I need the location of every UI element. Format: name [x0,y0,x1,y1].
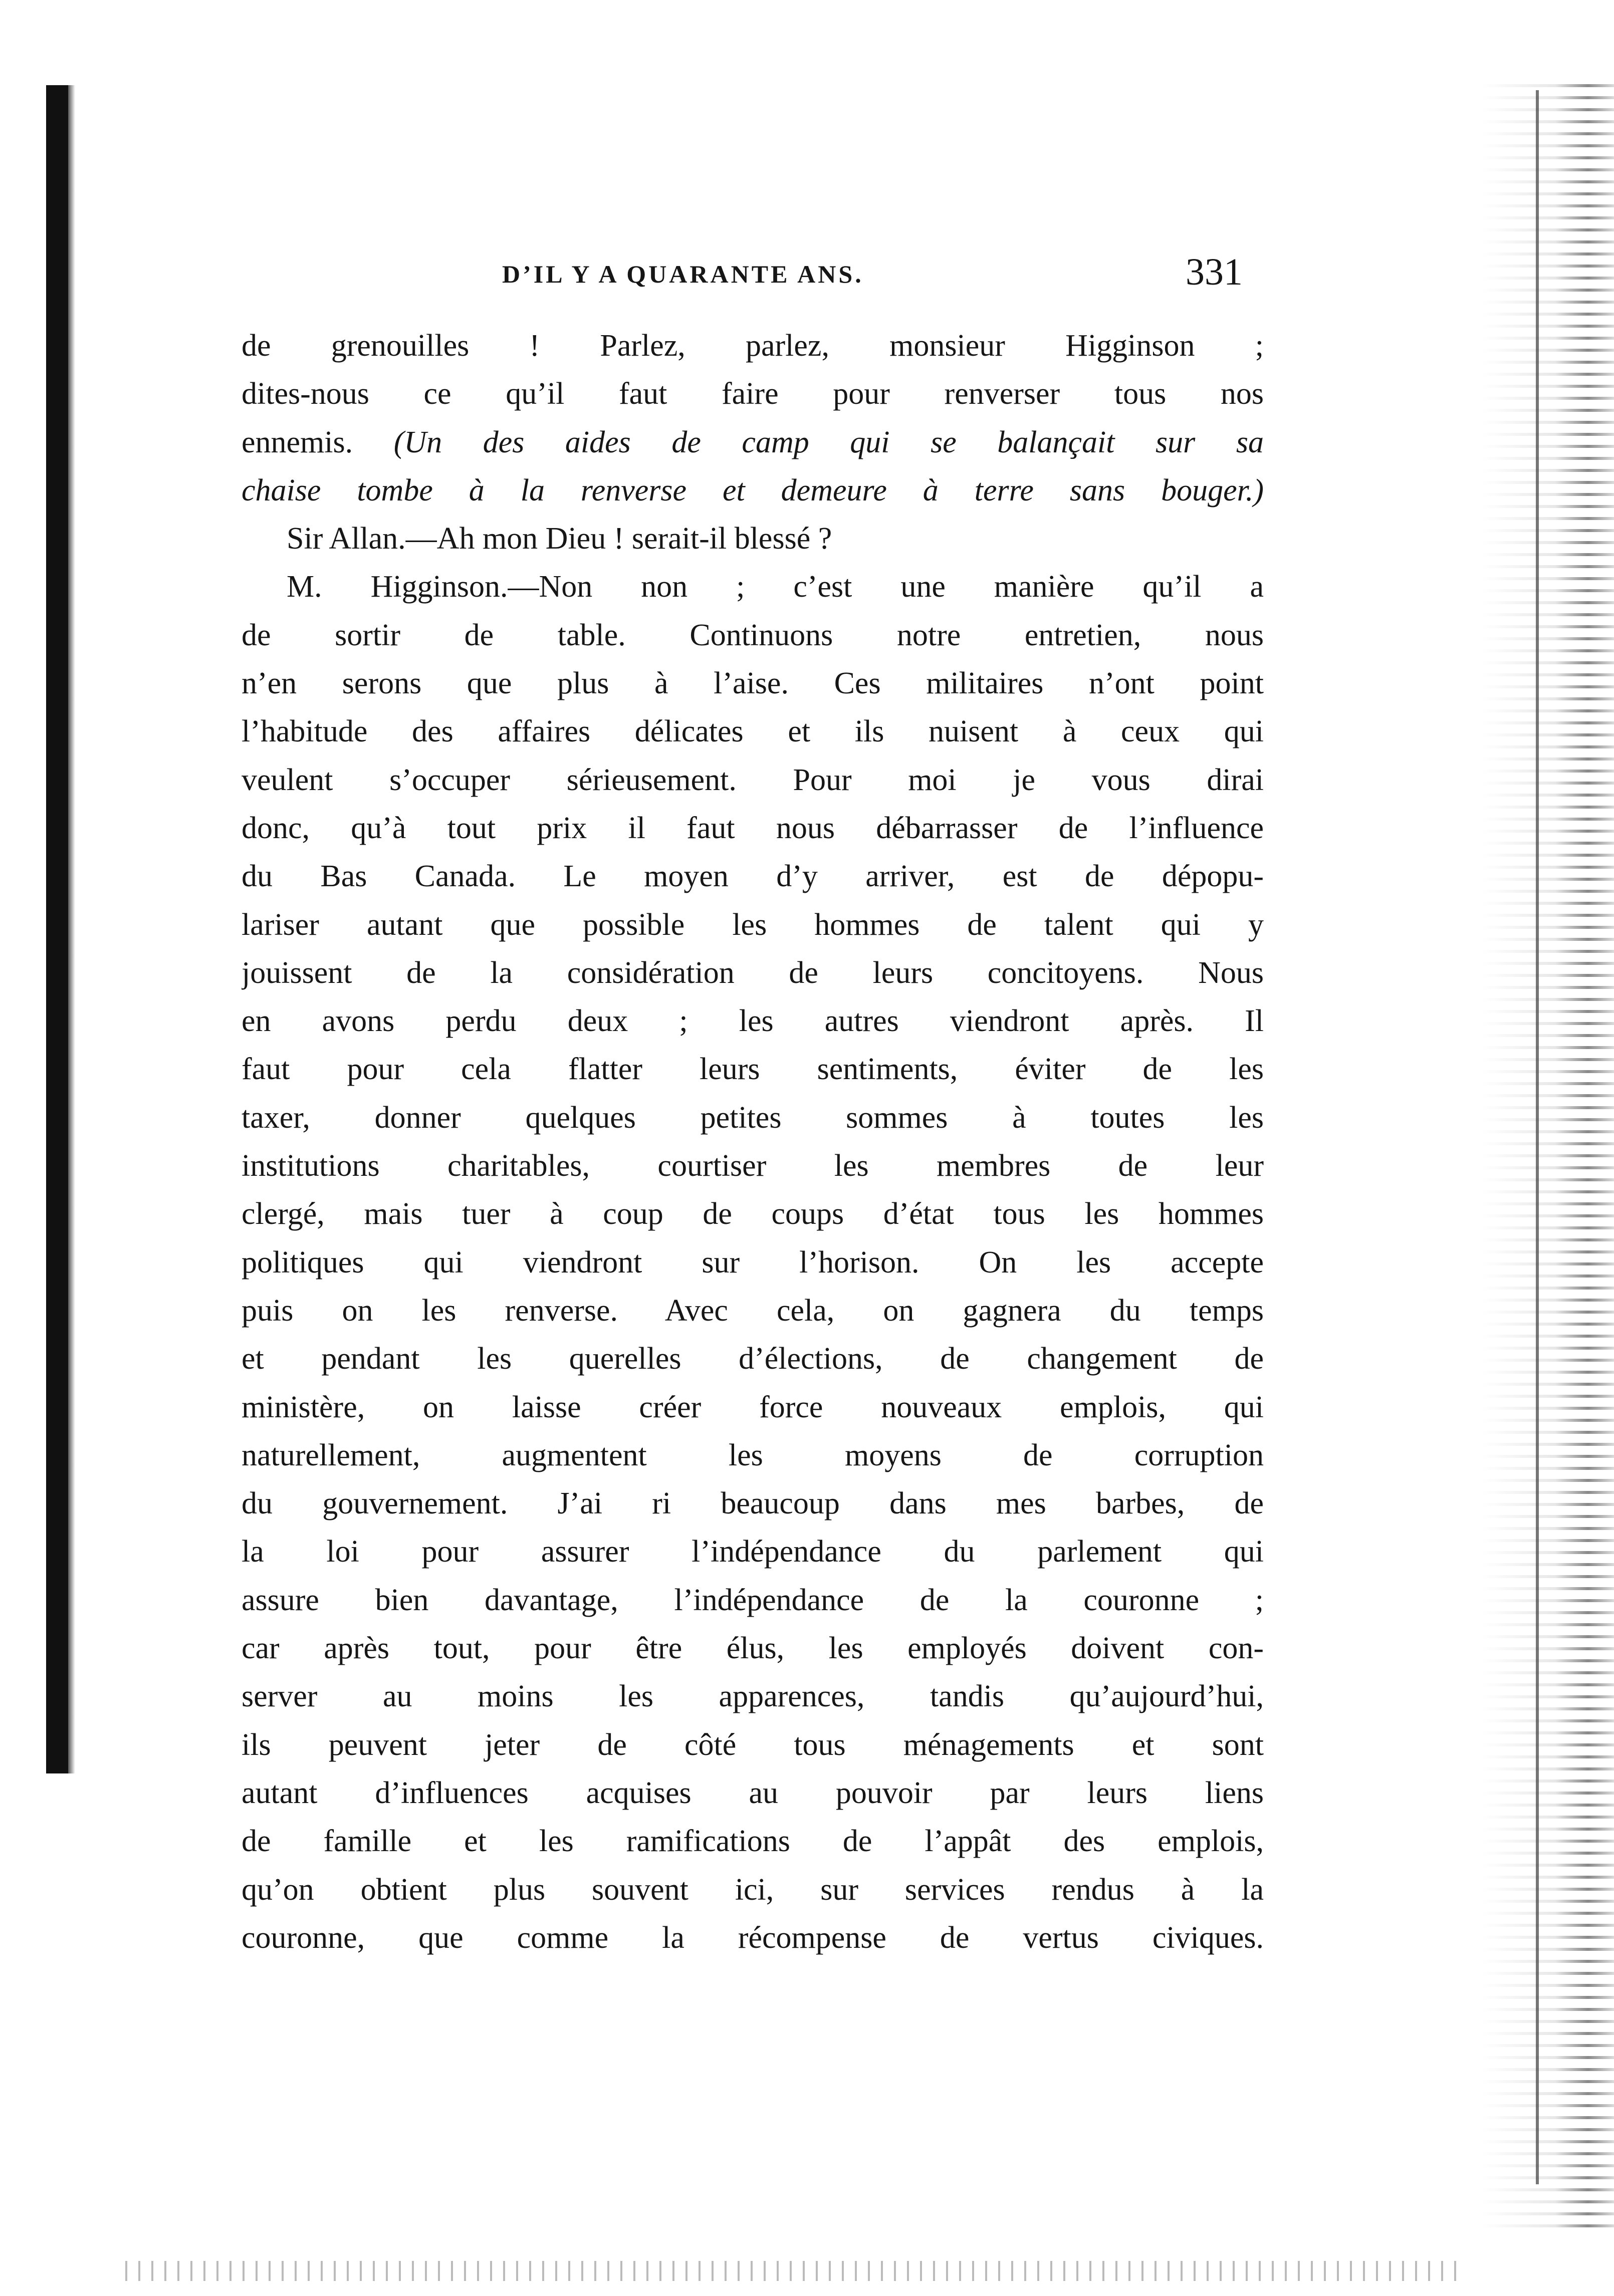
scan-spine-shadow [46,85,68,1773]
text-line: assure bien davantage, l’indépendance de la couronne ; [242,1583,1264,1617]
text-line: autant d’influences acquises au pouvoir par leurs liens [242,1775,1264,1810]
text-line: de sortir de table. Continuons notre entretien, nous [242,618,1264,652]
text-line: clergé, mais tuer à coup de coups d’état tous les hommes [242,1197,1264,1231]
text-line: ministère, on laisse créer force nouveaux emplois, qui [242,1390,1264,1424]
text-line: du Bas Canada. Le moyen d’y arriver, est de dépopu- [242,859,1264,894]
text-line: et pendant les querelles d’élections, de changement de [242,1342,1264,1376]
text-line: du gouvernement. J’ai ri beaucoup dans mes barbes, de [242,1486,1264,1521]
stage-direction: (Un des aides de camp qui se balançait sur sa [393,425,1264,459]
text-line: donc, qu’à tout prix il faut nous débarrasser de l’influence [242,811,1264,845]
text-line: qu’on obtient plus souvent ici, sur services rendus à la [242,1872,1264,1907]
text-line: naturellement, augmentent les moyens de corruption [242,1438,1264,1472]
text-line: M. Higginson.—Non non ; c’est une manière qu’il a [287,570,1264,604]
text-line: lariser autant que possible les hommes de talent qui y [242,907,1264,942]
scan-right-edge-line [1536,90,1539,2184]
text-line: couronne, que comme la récompense de vertus civiques. [242,1920,1264,1955]
text-line: en avons perdu deux ; les autres viendront après. Il [242,1004,1264,1039]
text-line: la loi pour assurer l’indépendance du parlement qui [242,1535,1264,1569]
book-page [242,250,1264,1962]
text-line: veulent s’occuper sérieusement. Pour moi je vous dirai [242,762,1264,797]
running-head [242,250,1264,311]
text-line: jouissent de la considération de leurs concitoyens. Nous [242,955,1264,990]
text-line: puis on les renverse. Avec cela, on gagnera du temps [242,1293,1264,1328]
text-line: l’habitude des affaires délicates et ils nuisent à ceux qui [242,714,1264,749]
text-line: ils peuvent jeter de côté tous ménagements et sont [242,1727,1264,1762]
running-title: D’IL Y A QUARANTE ANS. [502,260,864,288]
scan-right-edge-noise [1484,75,1614,2229]
body-text [242,322,1264,1962]
text-line: politiques qui viendront sur l’horison. On les accepte [242,1245,1264,1280]
page-number: 331 [1186,251,1243,293]
stage-direction: chaise tombe à la renverse et demeure à terre sans bouger.) [242,473,1264,507]
text-line: n’en serons que plus à l’aise. Ces militaires n’ont point [242,666,1264,701]
text-line: de famille et les ramifications de l’appât des emplois, [242,1824,1264,1859]
scan-bottom-noise [125,2261,1464,2281]
text-line: de grenouilles ! Parlez, parlez, monsieur Higginson ; [242,329,1264,363]
text-line: Sir Allan.—Ah mon Dieu ! serait-il blessé ? [287,522,832,556]
text-line: car après tout, pour être élus, les employés doivent con- [242,1631,1264,1666]
text-line: dites-nous ce qu’il faut faire pour renverser tous nos [242,377,1264,411]
text-line: faut pour cela flatter leurs sentiments, éviter de les [242,1052,1264,1087]
text-line: taxer, donner quelques petites sommes à toutes les [242,1100,1264,1135]
text-line: institutions charitables, courtiser les membres de leur [242,1149,1264,1183]
scan-spine-edge [68,85,75,1773]
text-line: ennemis. (Un des aides de camp qui se balançait sur sa [242,425,1264,459]
text-line [242,466,1264,515]
text-line: server au moins les apparences, tandis qu’aujourd’hui, [242,1679,1264,1714]
